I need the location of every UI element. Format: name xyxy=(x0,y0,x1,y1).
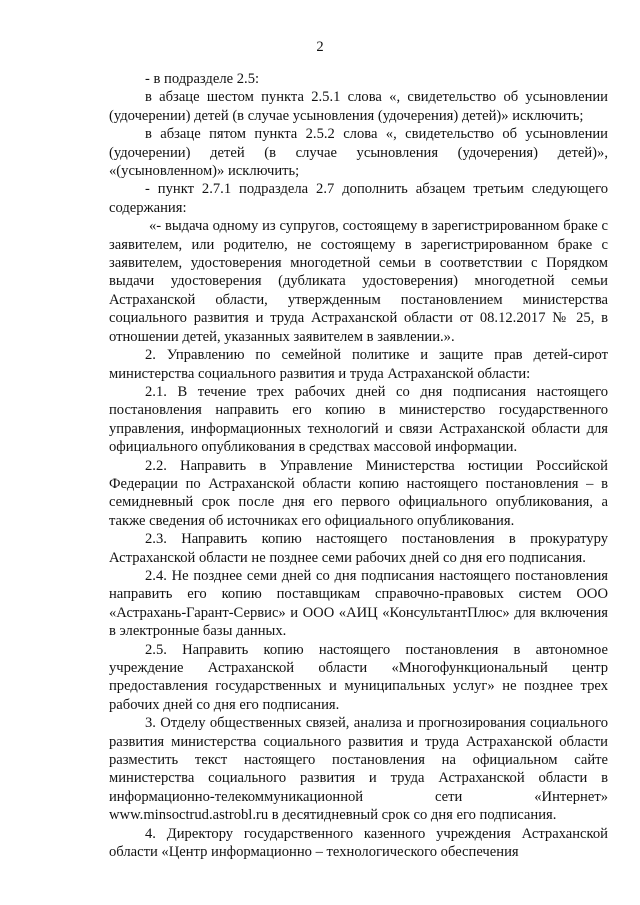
paragraph-2-5-2-amendment: в абзаце пятом пункта 2.5.2 слова «, свидетельство об усыновлении (удочерении) детей (в случае усыновления (удочерения) детей)», «(усыновленном)» исключить; xyxy=(109,126,608,180)
paragraph-2-7-1-amendment: - пункт 2.7.1 подраздела 2.7 дополнить абзацем третьим следующего содержания: xyxy=(109,181,608,216)
paragraph-item-2-4: 2.4. Не позднее семи дней со дня подписания настоящего постановления направить его копию поставщикам справочно-правовых систем ООО «Астрахань-Гарант-Сервис» и ООО «АИЦ «КонсультантПлюс» для включения в электронные базы данных. xyxy=(109,567,608,640)
paragraph-2-5-1-amendment: в абзаце шестом пункта 2.5.1 слова «, свидетельство об усыновлении (удочерении) детей (в случае усыновления (удочерения) детей)» исключить; xyxy=(109,89,608,124)
paragraph-item-2-3: 2.3. Направить копию настоящего постановления в прокуратуру Астраханской области не позднее семи рабочих дней со дня его подписания. xyxy=(109,531,608,566)
paragraph-item-2-1: 2.1. В течение трех рабочих дней со дня подписания настоящего постановления направить его копию в министерство государственного управления, информационных технологий и связи Астраханской области для официального опубликования в средствах массовой информации. xyxy=(109,383,608,456)
paragraph-item-3: 3. Отделу общественных связей, анализа и прогнозирования социального развития министерства социального развития и труда Астраханской области разместить текст настоящего постановления на официальном сайте министерства социального развития и труда Астраханской области в информационно-телекоммуникационной сети «Интернет» www.minsoctrud.astrobl.ru в десятидневный срок со дня его подписания. xyxy=(109,715,608,824)
paragraph-subsection-2-5: - в подразделе 2.5: xyxy=(145,71,260,87)
paragraph-item-2-2: 2.2. Направить в Управление Министерства юстиции Российской Федерации по Астраханской области копию настоящего постановления – в семидневный срок после дня его первого официального опубликования, а также сведения об источниках его официального опубликования. xyxy=(109,457,608,529)
paragraph-quoted-addition: «- выдача одному из супругов, состоящему в зарегистрированном браке с заявителем, или родителю, не состоящему в зарегистрированном браке с заявителем, удостоверения многодетной семьи в соответствии с Порядком выдачи удостоверения (дубликата удостоверения) многодетной семьи Астраханской области, утвержденным постановлением министерства социального развития и труда Астраханской области от 08.12.2017 № 25, в отношении детей, указанных заявителем в заявлении.». xyxy=(109,218,608,345)
page-number: 2 xyxy=(316,39,324,55)
paragraph-item-2: 2. Управлению по семейной политике и защите прав детей-сирот министерства социального развития и труда Астраханской области: xyxy=(109,347,608,382)
paragraph-item-2-5: 2.5. Направить копию настоящего постановления в автономное учреждение Астраханской области «Многофункциональный центр предоставления государственных и муниципальных услуг» не позднее трех рабочих дней со дня его подписания. xyxy=(109,641,608,713)
document-body xyxy=(109,70,608,861)
paragraph-item-4: 4. Директору государственного казенного учреждения Астраханской области «Центр информационно – технологического обеспечения xyxy=(109,825,608,861)
